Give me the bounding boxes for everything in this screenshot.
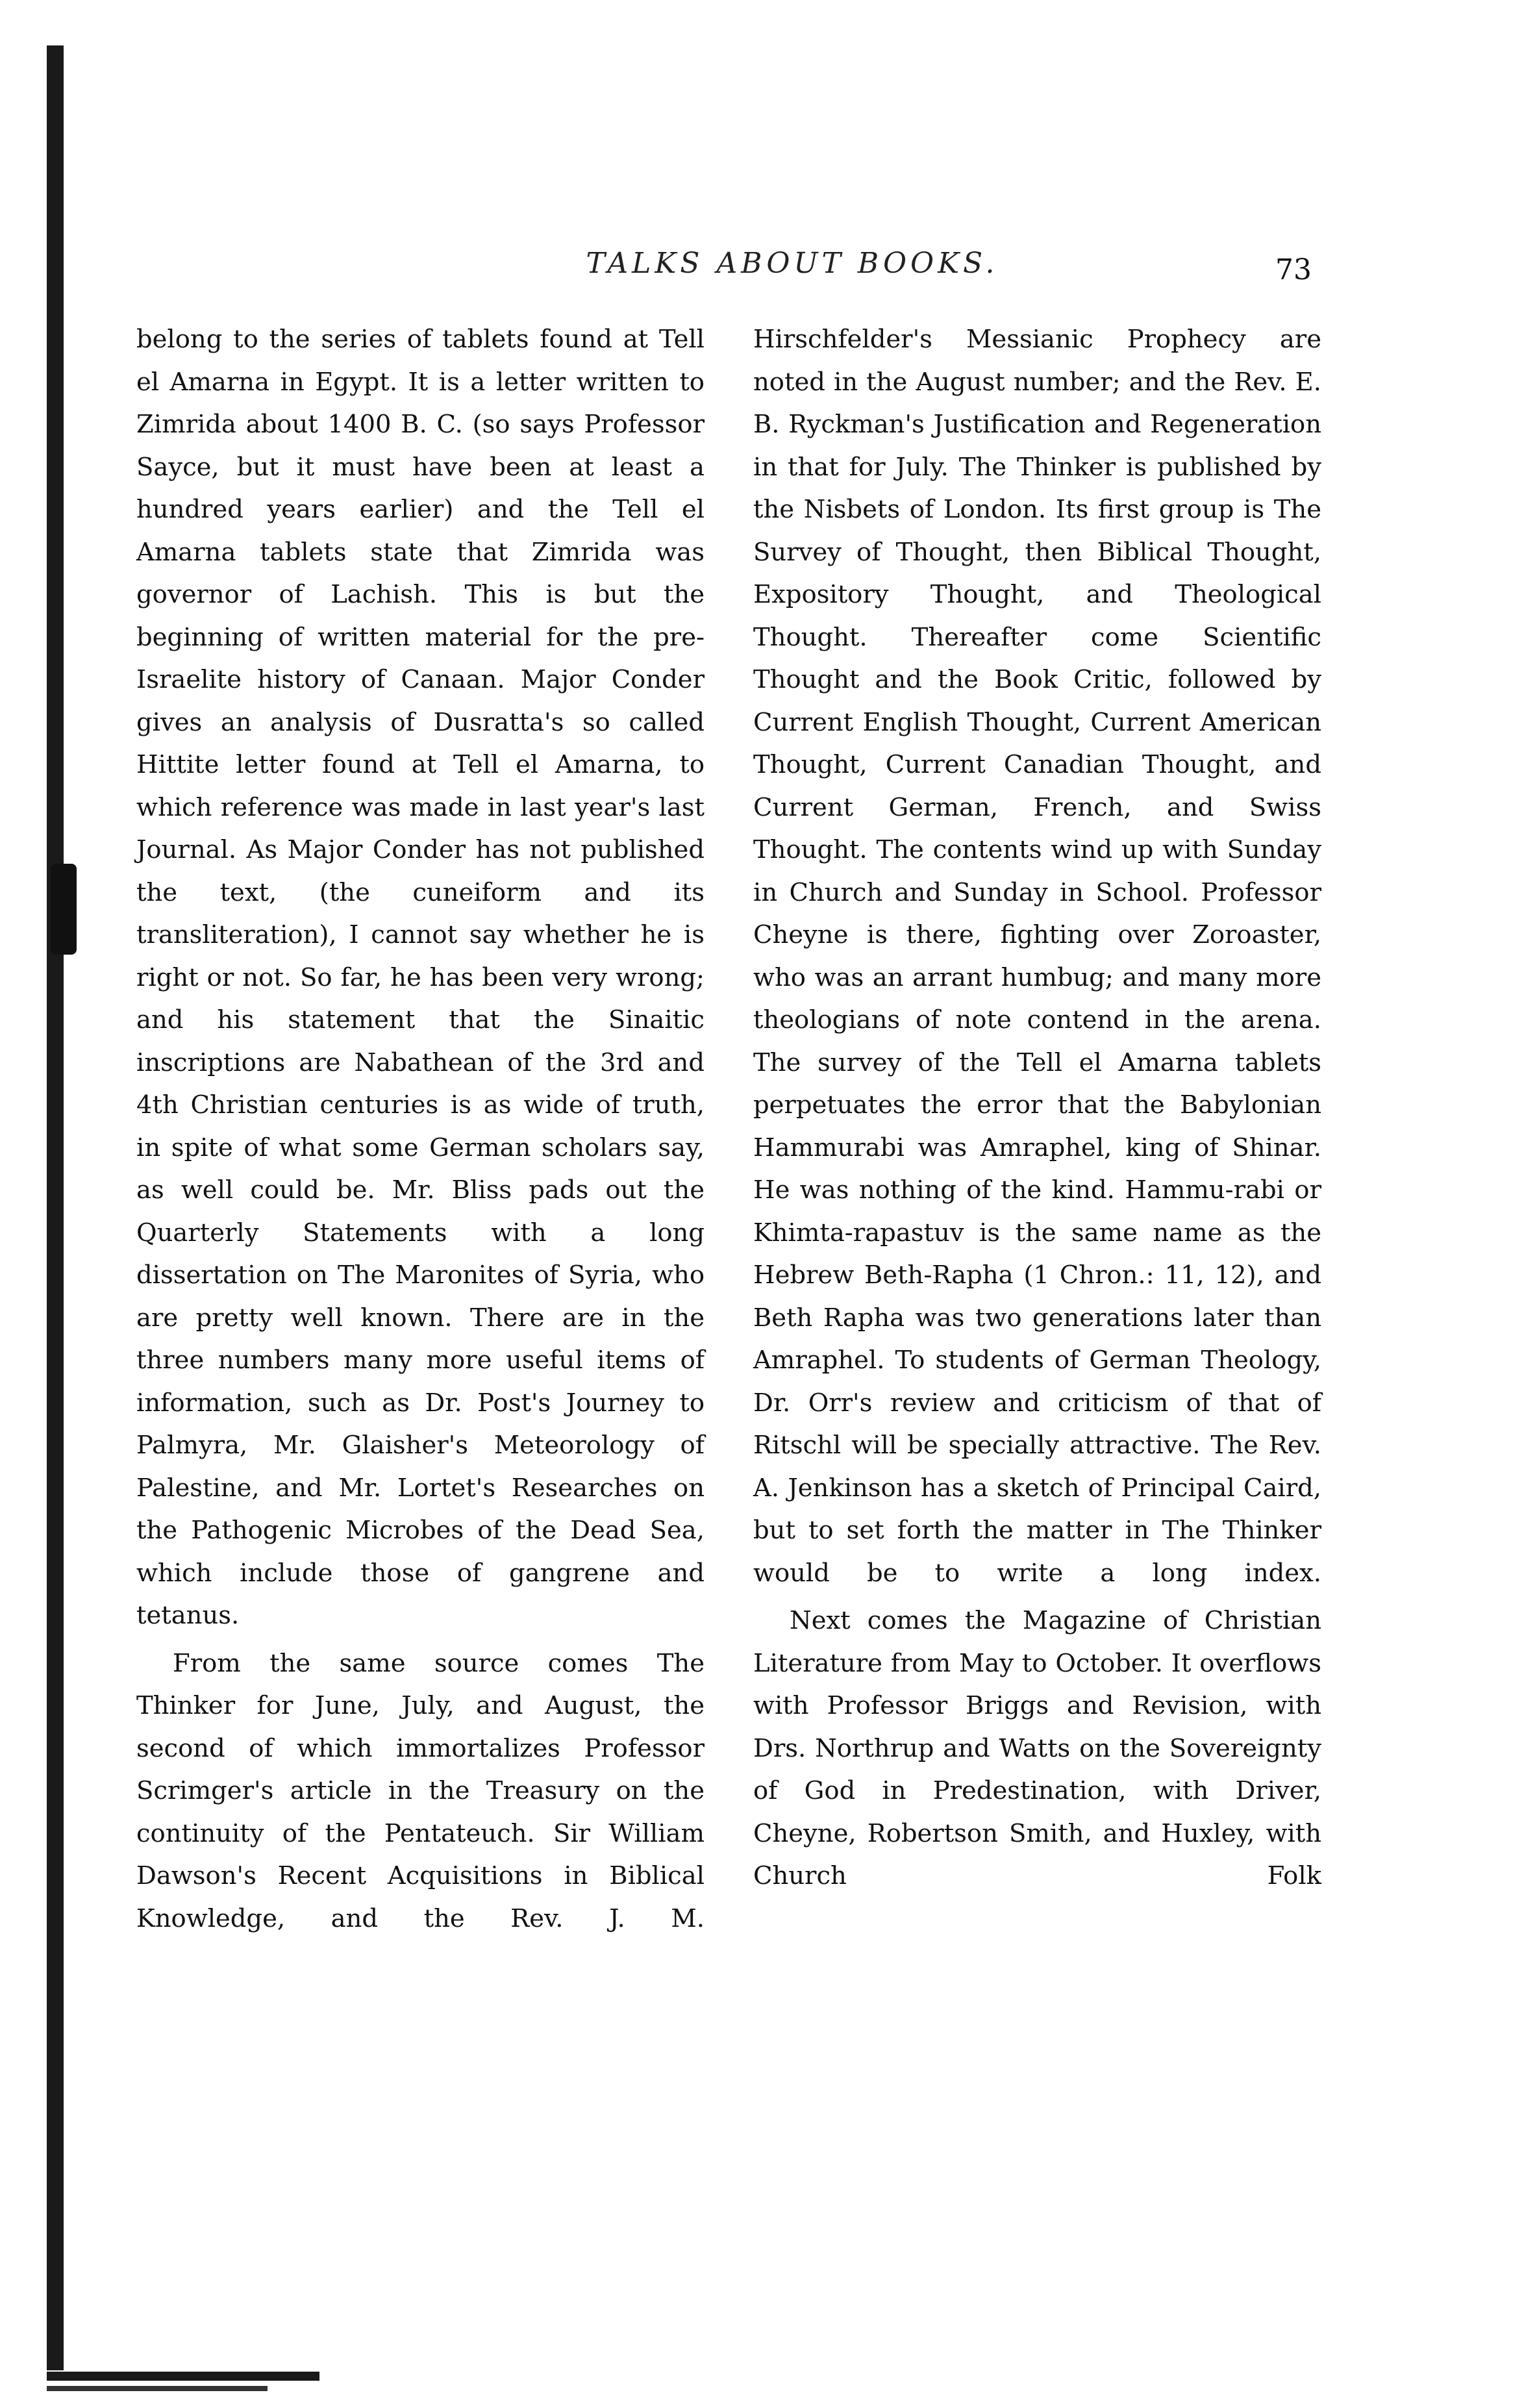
page-number: 73 xyxy=(1275,253,1312,286)
running-head: TALKS ABOUT BOOKS. xyxy=(586,247,999,280)
right-paragraph-1: Hirschfelder's Messianic Prophecy are noted in the August number; and the Rev. E. B. Ryckman's Justification and Regeneration in that for July. The Thinker is published by the Nisbets of London. Its first group is The Survey of Thought, then Biblical Thought, Expository Thought, and Theological Thought. Thereafter come Scientific Thought and the Book Critic, followed by Current English Thought, Current American Thought, Current Canadian Thought, and Current German, French, and Swiss Thought. The contents wind up with Sunday in Church and Sunday in School. Professor Cheyne is there, fighting over Zoroaster, who was an arrant humbug; and many more theologians of note contend in the arena. The survey of the Tell el Amarna tablets perpetuates the error that the Babylonian Hammurabi was Amraphel, king of Shinar. He was nothing of the kind. Hammu-rabi or Khimta-rapastuv is the same name as the Hebrew Beth-Rapha (1 Chron.: 11, 12), and Beth Rapha was two generations later than Amraphel. To students of German Theology, Dr. Orr's review and criticism of that of Ritschl will be specially attractive. The Rev. A. Jenkinson has a sketch of Principal Caird, but to set forth the matter in The Thinker would be to write a long index. xyxy=(753,325,1321,1588)
right-paragraph-2: Next comes the Magazine of Christian Literature from May to October. It overflows with Professor Briggs and Revision, with Drs. Northrup and Watts on the Sovereignty of God in Predestination, with Driver, Cheyne, Robertson Smith, and Huxley, with Church Folk xyxy=(753,1606,1321,1890)
binding-foot-line xyxy=(47,2372,319,2381)
paragraph-gap xyxy=(136,1637,705,1642)
binding-mark xyxy=(51,864,77,955)
binding-edge xyxy=(47,45,64,2370)
left-column xyxy=(136,318,705,1940)
left-paragraph-2: From the same source comes The Thinker for June, July, and August, the second of which immortalizes Professor Scrimger's article in the Treasury on the continuity of the Pentateuch. Sir William Dawson's Recent Acquisitions in Biblical Knowledge, and the Rev. J. M. xyxy=(136,1648,705,1933)
paragraph-gap xyxy=(753,1594,1321,1599)
left-paragraph-1: belong to the series of tablets found at Tell el Amarna in Egypt. It is a letter written to Zimrida about 1400 B. C. (so says Professor Sayce, but it must have been at least a hundred years earlier) and the Tell el Amarna tablets state that Zimrida was governor of Lachish. This is but the beginning of written material for the pre-Israelite history of Canaan. Major Conder gives an analysis of Dusratta's so called Hittite letter found at Tell el Amarna, to which reference was made in last year's last Journal. As Major Conder has not published the text, (the cuneiform and its transliteration), I cannot say whether he is right or not. So far, he has been very wrong; and his statement that the Sinaitic inscriptions are Nabathean of the 3rd and 4th Christian centuries is as wide of truth, in spite of what some German scholars say, as well could be. Mr. Bliss pads out the Quarterly Statements with a long dissertation on The Maronites of Syria, who are pretty well known. There are in the three numbers many more useful items of information, such as Dr. Post's Journey to Palmyra, Mr. Glaisher's Meteorology of Palestine, and Mr. Lortet's Researches on the Pathogenic Microbes of the Dead Sea, which include those of gangrene and tetanus. xyxy=(136,325,705,1630)
right-column xyxy=(753,318,1321,1898)
binding-foot-line-2 xyxy=(47,2386,268,2391)
